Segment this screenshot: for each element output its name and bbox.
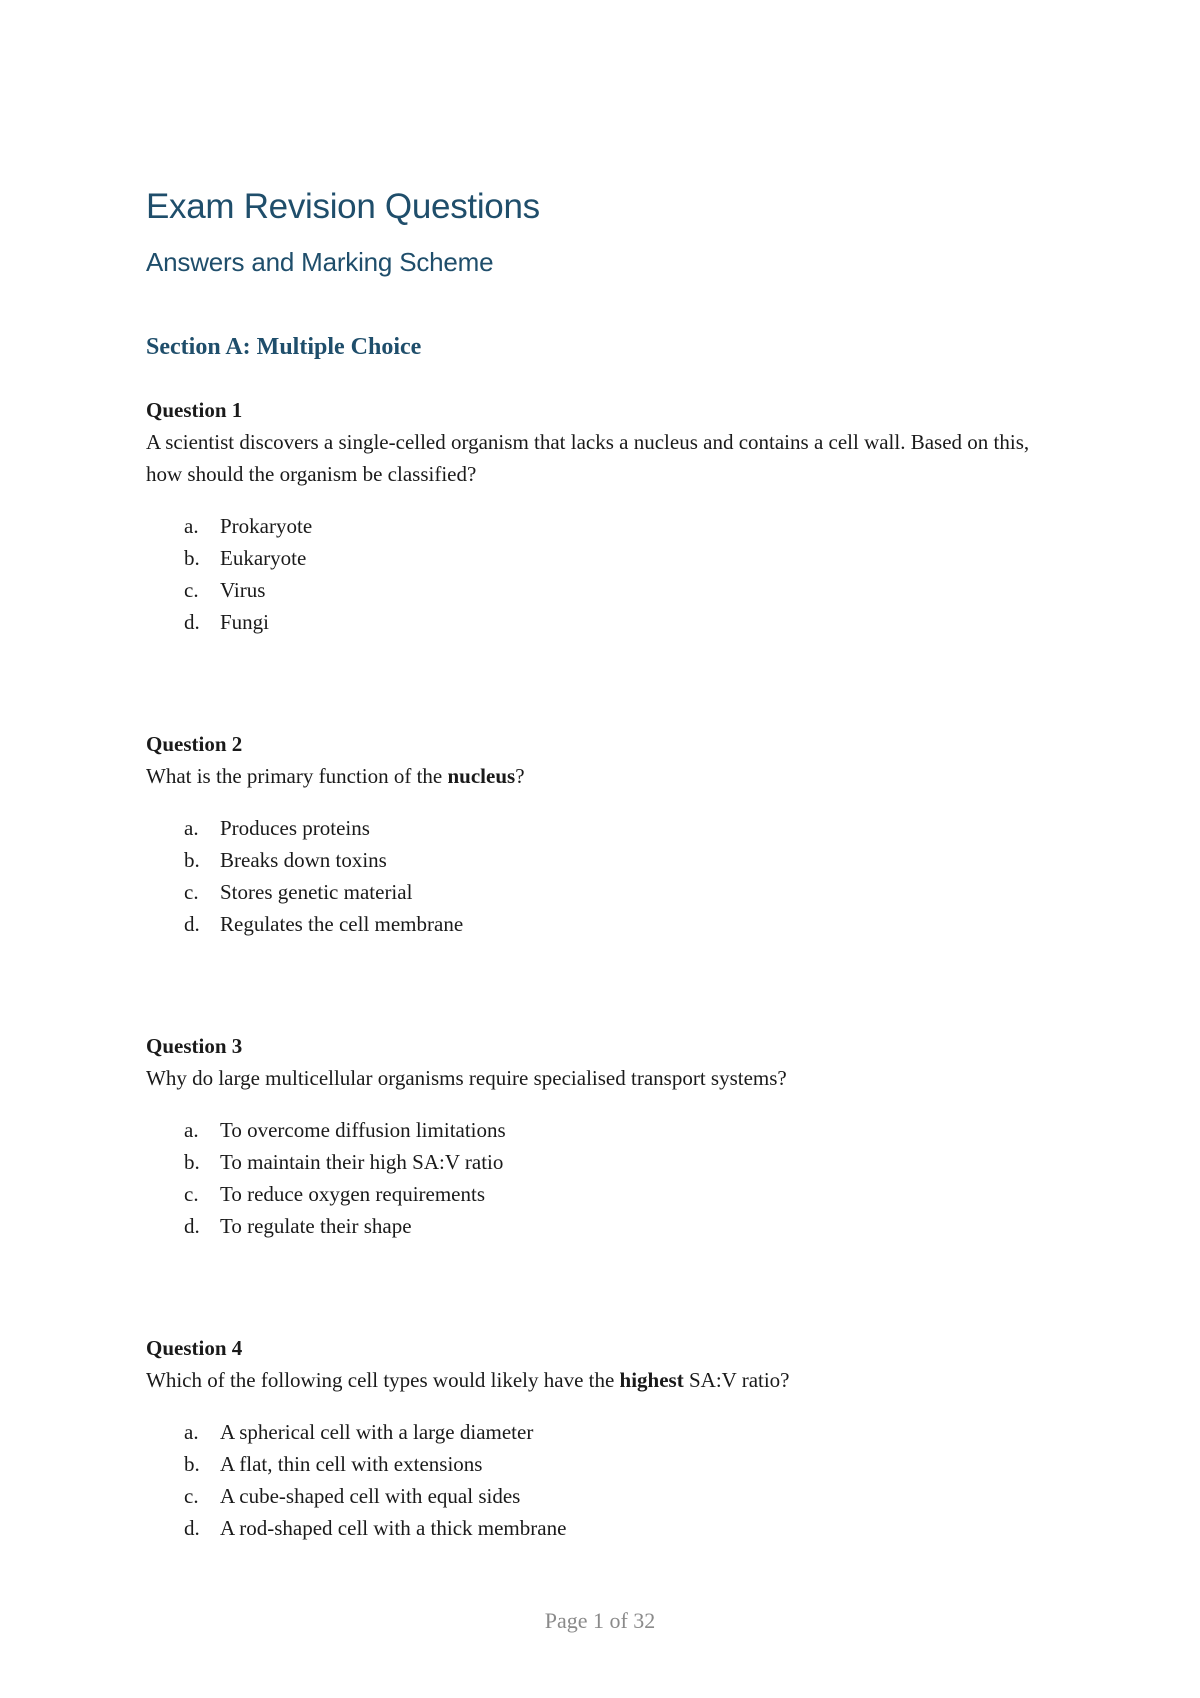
- question-text: [146, 1364, 1066, 1396]
- page-content: [146, 182, 1066, 1544]
- question-text-run: Which of the following cell types would likely have the: [146, 1368, 620, 1392]
- answer-option: [146, 574, 1066, 606]
- question-text-run: Why do large multicellular organisms require specialised transport systems?: [146, 1066, 787, 1090]
- answer-option: [146, 510, 1066, 542]
- question-text: [146, 1062, 1066, 1094]
- option-letter: d.: [184, 1516, 200, 1540]
- option-text: To overcome diffusion limitations: [220, 1118, 506, 1142]
- option-text: A rod-shaped cell with a thick membrane: [220, 1516, 567, 1540]
- option-text: To regulate their shape: [220, 1214, 412, 1238]
- answer-options: [146, 1114, 1066, 1242]
- question-text-emphasis: nucleus: [447, 764, 516, 788]
- question-text: [146, 760, 1066, 792]
- option-letter: a.: [184, 1420, 199, 1444]
- option-letter: c.: [184, 880, 199, 904]
- option-letter: a.: [184, 514, 199, 538]
- document-title: Exam Revision Questions: [146, 187, 540, 226]
- option-letter: b.: [184, 1452, 200, 1476]
- question-text-run: A scientist discovers a single-celled organism that lacks a nucleus and contains a cell wall. Based on this, how should the organism be classified?: [146, 430, 1030, 486]
- option-text: Breaks down toxins: [220, 848, 387, 872]
- page-number: Page 1 of 32: [544, 1608, 656, 1633]
- answer-option: [146, 1480, 1066, 1512]
- answer-option: [146, 606, 1066, 638]
- answer-option: [146, 812, 1066, 844]
- question-label: Question 3: [146, 1034, 243, 1058]
- question-text-run: ?: [515, 764, 525, 788]
- answer-options: [146, 1416, 1066, 1544]
- option-letter: d.: [184, 912, 200, 936]
- option-letter: b.: [184, 546, 200, 570]
- option-letter: d.: [184, 1214, 200, 1238]
- option-text: To maintain their high SA:V ratio: [220, 1150, 504, 1174]
- question-block: [146, 1332, 1066, 1544]
- option-letter: c.: [184, 1182, 199, 1206]
- option-text: Fungi: [220, 610, 270, 634]
- option-letter: d.: [184, 610, 200, 634]
- answer-option: [146, 876, 1066, 908]
- answer-option: [146, 1210, 1066, 1242]
- option-letter: a.: [184, 816, 199, 840]
- question-block: [146, 394, 1066, 638]
- answer-options: [146, 812, 1066, 940]
- answer-option: [146, 1416, 1066, 1448]
- answer-option: [146, 1448, 1066, 1480]
- option-text: To reduce oxygen requirements: [220, 1182, 486, 1206]
- answer-option: [146, 1146, 1066, 1178]
- option-text: A flat, thin cell with extensions: [220, 1452, 483, 1476]
- answer-options: [146, 510, 1066, 638]
- question-block: [146, 728, 1066, 940]
- answer-option: [146, 1512, 1066, 1544]
- answer-option: [146, 844, 1066, 876]
- answer-option: [146, 908, 1066, 940]
- question-label: Question 2: [146, 732, 243, 756]
- question-block: [146, 1030, 1066, 1242]
- option-text: Stores genetic material: [220, 880, 413, 904]
- question-list: [146, 394, 1066, 1544]
- question-text-run: What is the primary function of the: [146, 764, 448, 788]
- question-text-emphasis: highest: [619, 1368, 684, 1392]
- document-subtitle: Answers and Marking Scheme: [146, 247, 494, 277]
- option-text: Eukaryote: [220, 546, 307, 570]
- option-text: Virus: [220, 578, 266, 602]
- question-label: Question 1: [146, 398, 243, 422]
- question-label: Question 4: [146, 1336, 243, 1360]
- question-text: [146, 426, 1066, 490]
- option-letter: b.: [184, 1150, 200, 1174]
- option-text: A spherical cell with a large diameter: [220, 1420, 534, 1444]
- option-text: Produces proteins: [220, 816, 370, 840]
- option-text: Regulates the cell membrane: [220, 912, 464, 936]
- option-letter: a.: [184, 1118, 199, 1142]
- option-text: Prokaryote: [220, 514, 313, 538]
- answer-option: [146, 542, 1066, 574]
- answer-option: [146, 1178, 1066, 1210]
- answer-option: [146, 1114, 1066, 1146]
- option-letter: b.: [184, 848, 200, 872]
- option-letter: c.: [184, 578, 199, 602]
- option-letter: c.: [184, 1484, 199, 1508]
- section-heading: Section A: Multiple Choice: [146, 334, 422, 360]
- option-text: A cube-shaped cell with equal sides: [220, 1484, 521, 1508]
- question-text-run: SA:V ratio?: [683, 1368, 790, 1392]
